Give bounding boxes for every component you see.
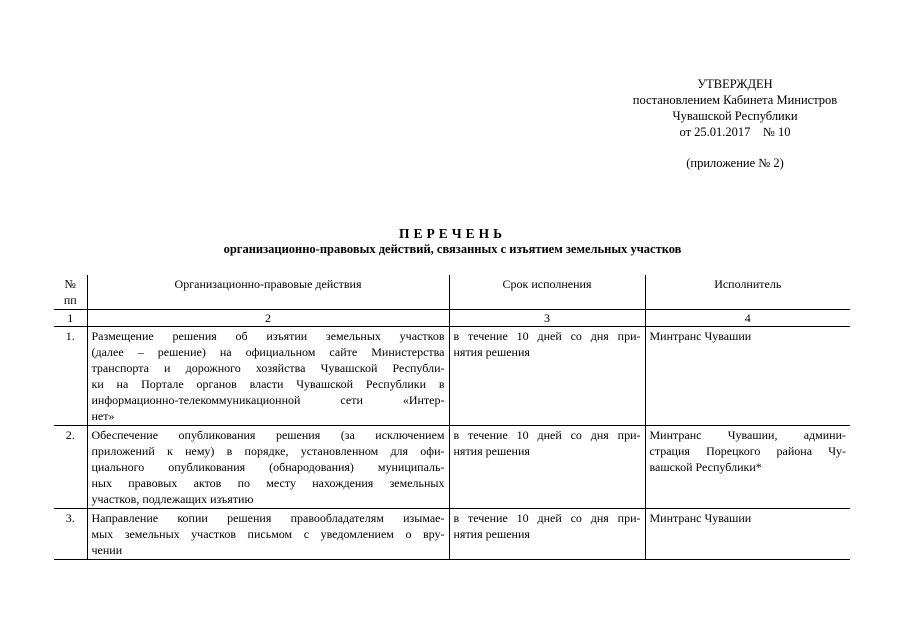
row-number: 2.	[54, 426, 87, 509]
action-cell-line: ных правовых актов по месту нахождения земельных	[91, 476, 445, 490]
executor-cell-line: страция Порецкого района Чу-	[649, 444, 846, 458]
executor-cell-line: Минтранс Чувашии	[649, 329, 752, 343]
action-cell-line: Обеспечение опубликования решения (за исключением	[91, 428, 445, 442]
action-cell-line: информационно-телекоммуникационной сети «Интер-	[91, 393, 445, 407]
document-subtitle: организационно-правовых действий, связанных с изъятием земельных участков	[223, 242, 682, 256]
action-cell-line: ки на Портале органов власти Чувашской Республики в	[91, 377, 445, 391]
deadline-cell-line: в течение 10 дней со дня при-	[453, 511, 641, 525]
header-deadline: Срок исполнения	[449, 275, 645, 310]
executor-cell	[645, 509, 850, 560]
approval-block	[600, 76, 870, 171]
column-number: 1	[54, 310, 87, 327]
header-num: № пп	[54, 275, 87, 310]
table-row	[54, 509, 850, 560]
executor-cell-line: Минтранс Чувашии, админи-	[649, 428, 846, 442]
header-executor: Исполнитель	[645, 275, 850, 310]
appendix-label: (приложение № 2)	[686, 156, 784, 170]
action-cell-line: транспорта и дорожного хозяйства Чувашской Республи-	[91, 361, 445, 375]
approval-issuer: постановлением Кабинета Министров	[632, 93, 838, 107]
action-cell-line: участков, подлежащих изъятию	[91, 492, 254, 506]
row-number: 3.	[54, 509, 87, 560]
action-cell-line: мых земельных участков письмом с уведомлением о вру-	[91, 527, 445, 541]
action-cell-line: циального опубликования (обнародования) муниципаль-	[91, 460, 445, 474]
table-header-row	[54, 275, 850, 310]
approval-heading: УТВЕРЖДЕН	[697, 77, 773, 91]
action-cell	[87, 509, 449, 560]
action-cell-line: (далее – решение) на официальном сайте Министерства	[91, 345, 445, 359]
approval-republic: Чувашской Республики	[672, 109, 798, 123]
action-cell	[87, 327, 449, 426]
approval-date-number: от 25.01.2017 № 10	[679, 125, 791, 139]
deadline-cell	[449, 426, 645, 509]
table-row	[54, 426, 850, 509]
actions-table	[54, 275, 850, 560]
deadline-cell-line: нятия решения	[453, 345, 530, 359]
column-number: 2	[87, 310, 449, 327]
action-cell-line: Размещение решения об изъятии земельных участков	[91, 329, 445, 343]
executor-cell	[645, 327, 850, 426]
document-title: ПЕРЕЧЕНЬ	[398, 226, 507, 241]
action-cell-line: нет»	[91, 409, 115, 423]
column-number: 4	[645, 310, 850, 327]
row-number: 1.	[54, 327, 87, 426]
header-actions: Организационно-правовые действия	[87, 275, 449, 310]
column-number: 3	[449, 310, 645, 327]
table-row	[54, 327, 850, 426]
action-cell	[87, 426, 449, 509]
deadline-cell	[449, 327, 645, 426]
deadline-cell	[449, 509, 645, 560]
column-number-row	[54, 310, 850, 327]
action-cell-line: Направление копии решения правообладателям изымае-	[91, 511, 445, 525]
deadline-cell-line: в течение 10 дней со дня при-	[453, 428, 641, 442]
deadline-cell-line: в течение 10 дней со дня при-	[453, 329, 641, 343]
action-cell-line: приложений к нему) в порядке, установленном для офи-	[91, 444, 445, 458]
deadline-cell-line: нятия решения	[453, 444, 530, 458]
executor-cell-line: вашской Республики*	[649, 460, 762, 474]
executor-cell-line: Минтранс Чувашии	[649, 511, 752, 525]
action-cell-line: чении	[91, 543, 123, 557]
deadline-cell-line: нятия решения	[453, 527, 530, 541]
executor-cell	[645, 426, 850, 509]
